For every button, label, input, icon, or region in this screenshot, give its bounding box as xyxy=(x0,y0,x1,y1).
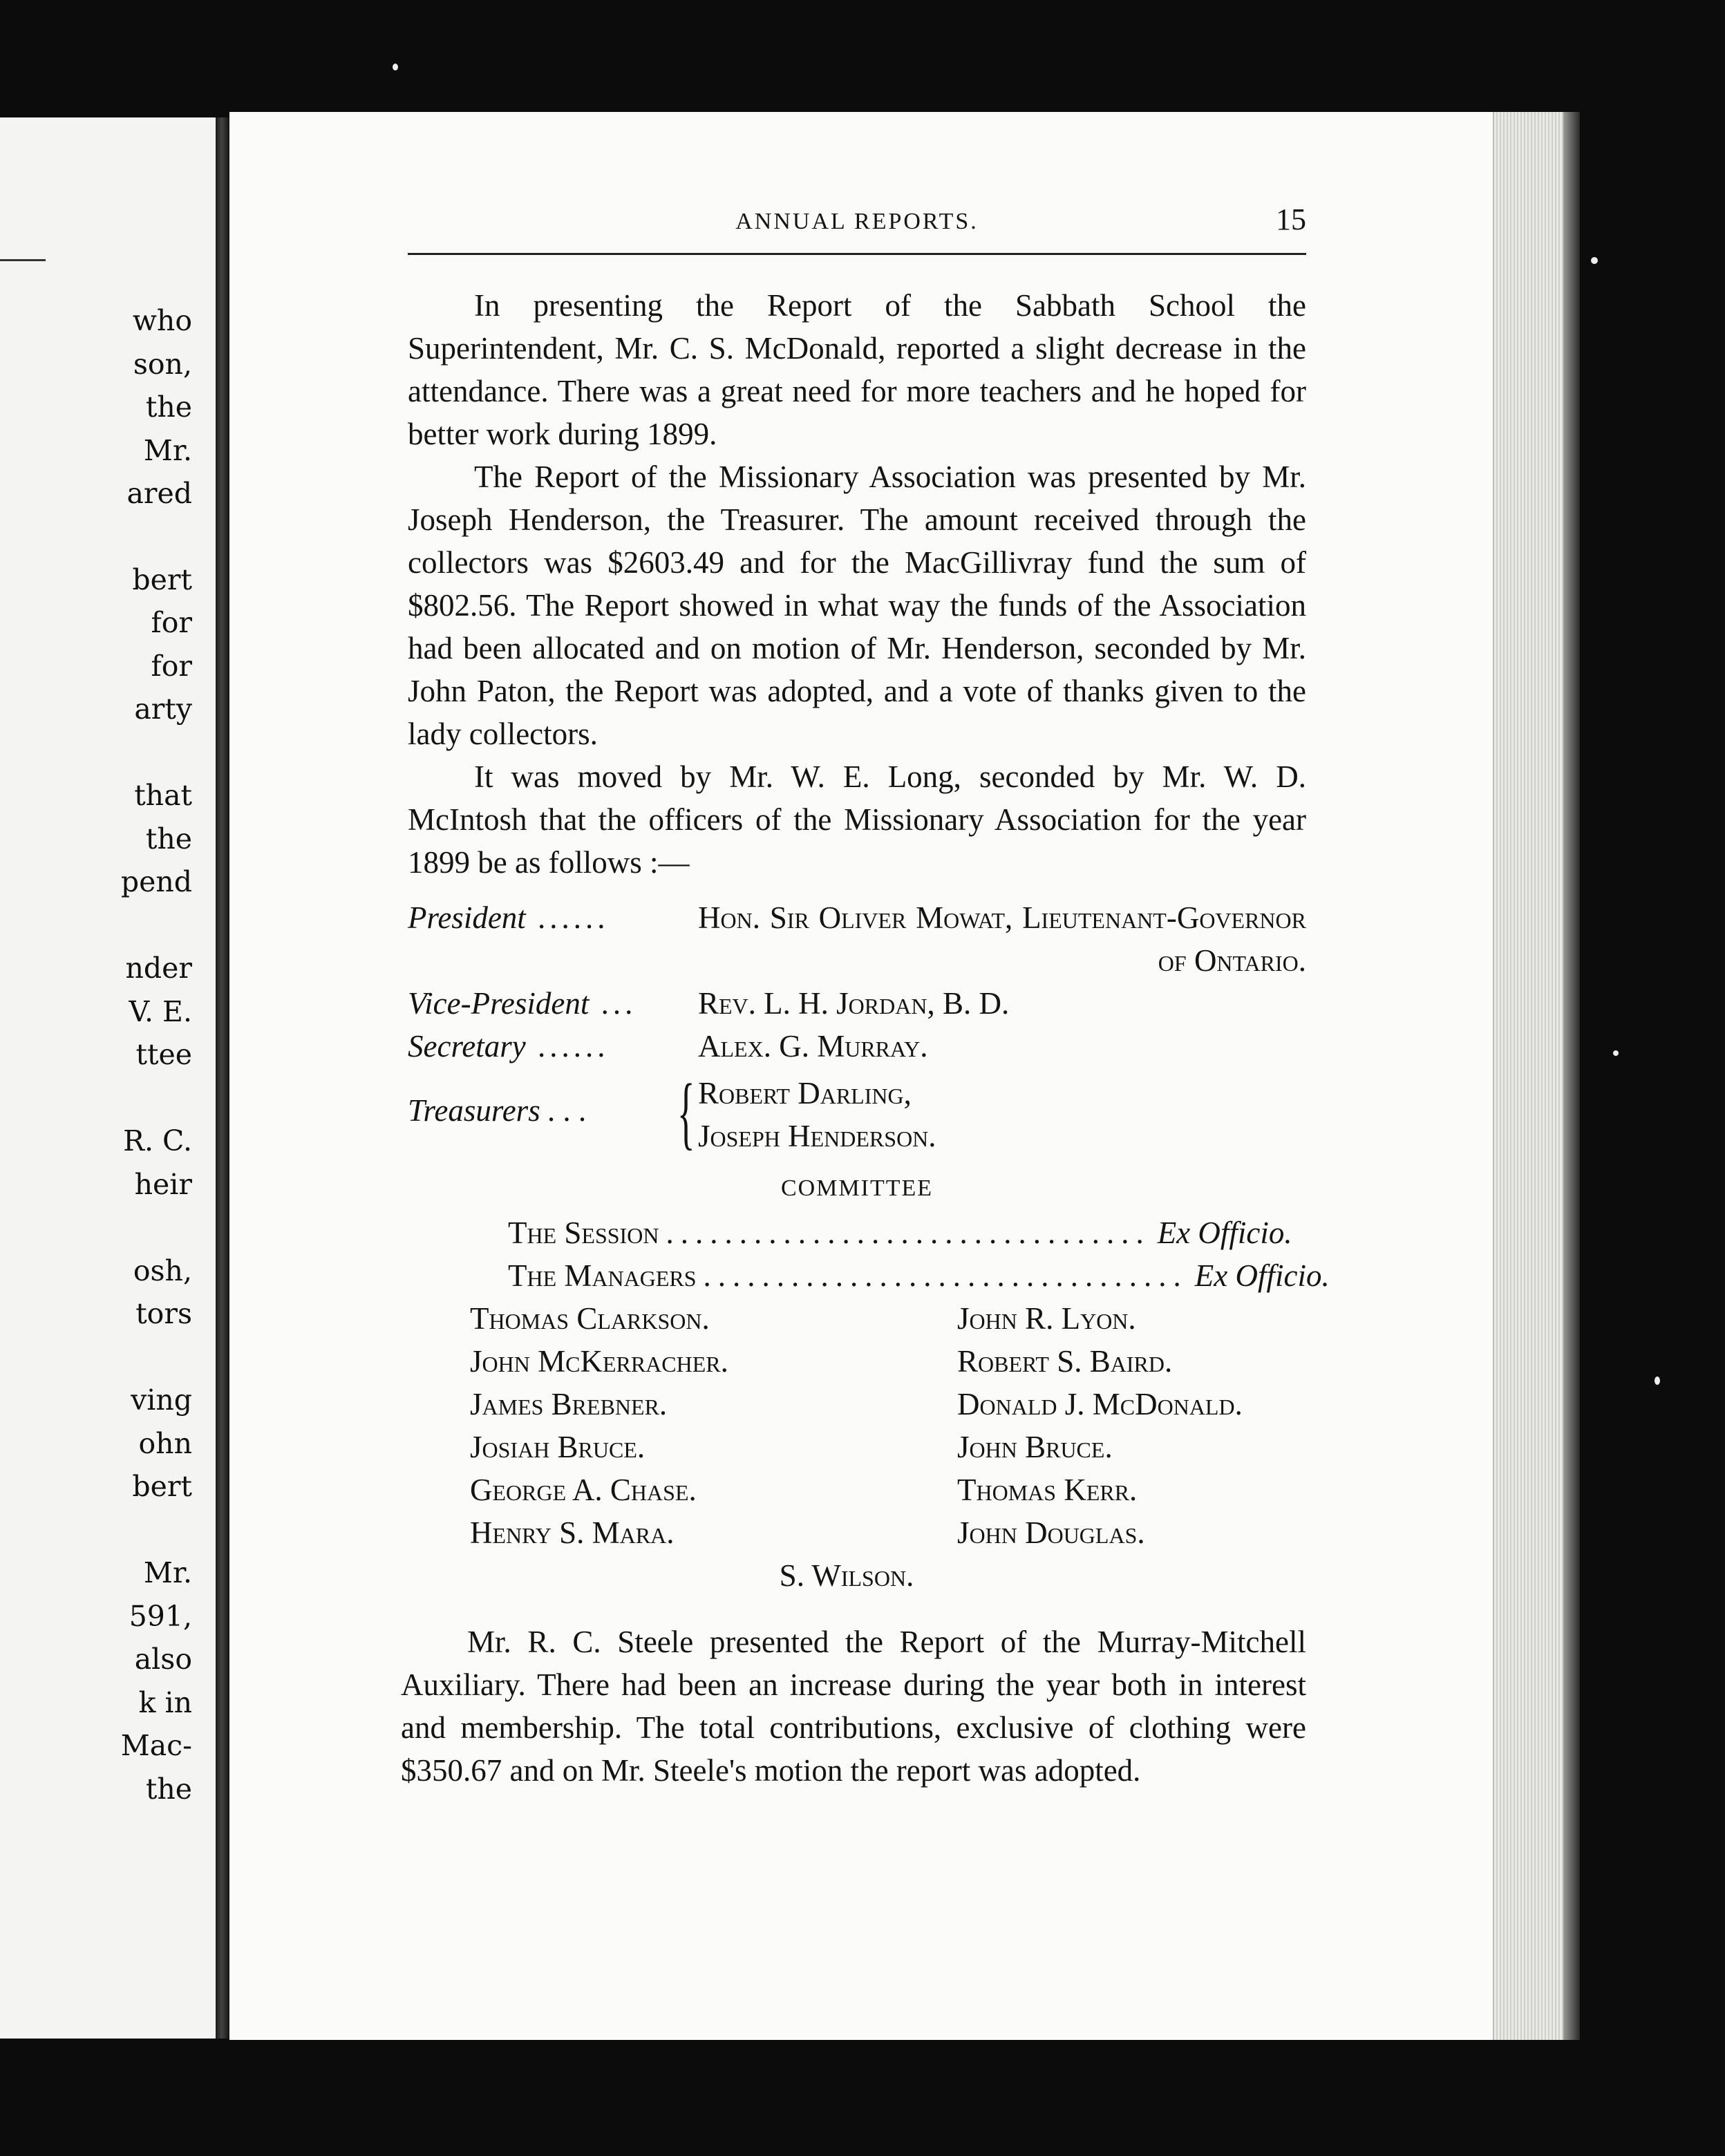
officer-secretary xyxy=(408,1025,1306,1068)
scan-speck xyxy=(1655,1377,1660,1385)
brace-glyph: { xyxy=(677,1067,695,1157)
left-page-fragment: Mr. xyxy=(143,1556,192,1589)
officer-name: Hon. Sir Oliver Mowat, Lieutenant-Governor of Ontario. xyxy=(698,900,1306,978)
left-page-fragment: the xyxy=(145,822,192,855)
left-page-fragment: for xyxy=(151,606,192,639)
officer-role: Treasurers xyxy=(408,1093,540,1128)
left-page-fragment: bert xyxy=(132,563,192,596)
committee-heading: COMMITTEE xyxy=(780,1175,934,1201)
header-rule xyxy=(408,253,1306,255)
left-page-fragment: the xyxy=(145,1772,192,1806)
treasurer-name: Robert Darling, xyxy=(698,1076,912,1110)
left-page-fragment: k in xyxy=(138,1686,192,1719)
committee-member: George A. Chase. xyxy=(470,1473,697,1507)
left-page-fragment: that xyxy=(134,779,192,812)
committee-ex-officio-managers xyxy=(408,1254,1330,1297)
officer-role: President xyxy=(408,900,526,935)
paragraph-sabbath-school: In presenting the Report of the Sabbath School the Superintendent, Mr. C. S. McDonald, reported a slight decrease in the attendance. There was a great need for more teachers and he hoped for better work during 1899. xyxy=(408,288,1306,451)
committee-member: S. Wilson. xyxy=(779,1558,914,1593)
committee-member: Thomas Kerr. xyxy=(957,1473,1138,1507)
dot-leader: ................................. xyxy=(666,1216,1151,1250)
dot-leader: ...... xyxy=(525,900,610,935)
committee-ex-officio-session xyxy=(408,1211,1292,1254)
committee-member: John Bruce. xyxy=(957,1430,1113,1464)
committee-member: Donald J. McDonald. xyxy=(957,1387,1243,1421)
officers-list xyxy=(408,896,1306,1157)
running-header xyxy=(408,200,1306,242)
committee-member: Josiah Bruce. xyxy=(470,1430,645,1464)
left-page-fragment: R. C. xyxy=(123,1124,192,1157)
committee-member: Thomas Clarkson. xyxy=(470,1301,710,1336)
left-page-fragment: for xyxy=(151,650,192,683)
running-title: ANNUAL REPORTS. xyxy=(735,209,979,234)
scan-speck xyxy=(1613,1050,1619,1056)
page-edge-shadow xyxy=(1563,112,1580,2040)
left-page-fragment: tors xyxy=(135,1297,192,1330)
scan-speck xyxy=(1591,257,1598,264)
left-page-fragment: ving xyxy=(131,1383,192,1417)
left-page-fragment: son, xyxy=(133,348,192,381)
left-page-fragment: who xyxy=(132,304,192,337)
left-page-fragment: Mac- xyxy=(120,1729,192,1762)
ex-officio-tag: Ex Officio. xyxy=(1157,1216,1292,1250)
page-number: 15 xyxy=(1276,202,1306,236)
committee-member: James Brebner. xyxy=(470,1387,668,1421)
dot-leader: . . . xyxy=(540,1093,587,1128)
committee-member: John Douglas. xyxy=(957,1515,1145,1550)
book-gutter xyxy=(216,117,231,2039)
left-page-fragment: 591, xyxy=(129,1600,192,1633)
dot-leader: ...... xyxy=(525,1029,610,1063)
treasurer-names xyxy=(698,1072,936,1157)
committee-members xyxy=(408,1297,1306,1554)
committee-member: Robert S. Baird. xyxy=(957,1344,1173,1379)
left-page-fragment: ttee xyxy=(135,1038,192,1071)
dot-leader: ... xyxy=(589,986,637,1021)
left-page-fragment: osh, xyxy=(133,1254,192,1287)
committee-member: John McKerracher. xyxy=(470,1344,728,1379)
officer-vice-president xyxy=(408,982,1306,1025)
left-page-header-rule xyxy=(0,259,46,261)
committee-member: Henry S. Mara. xyxy=(470,1515,675,1550)
scan-speck xyxy=(393,64,398,70)
paragraph-murray-mitchell-auxiliary: Mr. R. C. Steele presented the Report of the Murray-Mitchell Auxiliary. There had been an increase during the year both in interest and membership. The total contributions, exclusive of clothing were $350.67 and on Mr. Steele's motion the report was adopted. xyxy=(401,1625,1306,1788)
page-content xyxy=(401,200,1330,1792)
ex-officio-tag: Ex Officio. xyxy=(1194,1258,1330,1293)
committee-name: The Session xyxy=(508,1216,659,1250)
left-page-fragment: arty xyxy=(134,692,192,726)
officer-president xyxy=(408,896,1306,982)
left-page-fragment: pend xyxy=(120,865,192,898)
dot-leader: ................................. xyxy=(703,1258,1188,1293)
officer-treasurers xyxy=(408,1067,1306,1157)
officer-role: Vice-President xyxy=(408,986,590,1021)
left-page-fragment: Mr. xyxy=(143,434,192,467)
left-page-fragment: the xyxy=(145,390,192,424)
left-facing-page xyxy=(0,117,220,2039)
left-page-fragment: heir xyxy=(134,1168,192,1201)
left-page-fragment: nder xyxy=(125,952,192,985)
left-page-fragment: also xyxy=(134,1643,192,1676)
paragraph-officers-motion: It was moved by Mr. W. E. Long, seconded by Mr. W. D. McIntosh that the officers of the Missionary Association for the year 1899 be as follows :— xyxy=(408,759,1306,880)
officer-name: Rev. L. H. Jordan, B. D. xyxy=(698,986,1010,1021)
left-page-fragment: ohn xyxy=(138,1427,192,1460)
paragraph-missionary-association: The Report of the Missionary Association was presented by Mr. Joseph Henderson, the Treasurer. The amount received through the collectors was $2603.49 and for the MacGillivray fund the sum of $802.56. The Report showed in what way the funds of the Association had been allocated and on motion of Mr. Henderson, seconded by Mr. John Paton, the Report was adopted, and a vote of thanks given to the lady collectors. xyxy=(408,460,1306,751)
committee-name: The Managers xyxy=(508,1258,697,1293)
treasurer-name: Joseph Henderson. xyxy=(698,1119,936,1153)
left-page-fragment: ared xyxy=(126,477,192,510)
left-page-fragment: bert xyxy=(132,1470,192,1503)
officer-role: Secretary xyxy=(408,1029,526,1063)
committee-member: John R. Lyon. xyxy=(957,1301,1136,1336)
officer-name: Alex. G. Murray. xyxy=(698,1029,928,1063)
left-page-fragment: V. E. xyxy=(129,995,192,1028)
